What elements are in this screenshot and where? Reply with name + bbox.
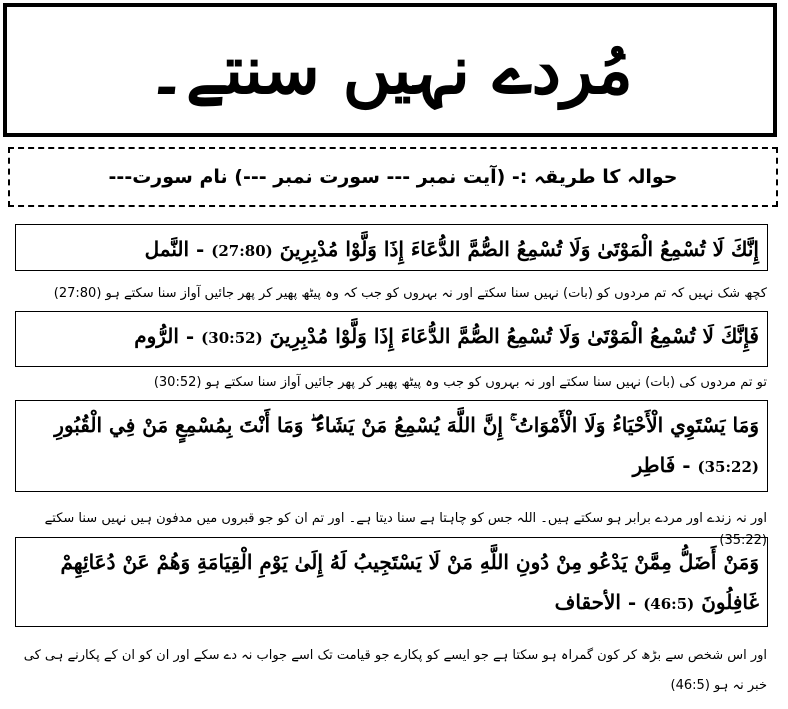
ayah-text: إِنَّكَ لَا تُسْمِعُ الْمَوْتَىٰ وَلَا تُسْمِعُ الصُّمَّ الدُّعَاءَ إِذَا وَلَّوْا مُدْبِرِينَ	[279, 237, 759, 261]
translation	[15, 641, 775, 701]
translation-reference: (46:5)	[670, 678, 710, 693]
surah-name: - الرُّوم	[134, 324, 195, 348]
translation	[15, 283, 775, 305]
ayah-text: فَإِنَّكَ لَا تُسْمِعُ الْمَوْتَىٰ وَلَا تُسْمِعُ الصُّمَّ الدُّعَاءَ إِذَا وَلَّوْا مُدْبِرِينَ	[269, 324, 759, 348]
ayah-reference: (46:5)	[643, 595, 695, 613]
ayah-reference: (27:80)	[211, 242, 273, 260]
translation	[15, 372, 775, 394]
ayah-box	[15, 400, 768, 492]
translation-text: کچھ شک نہیں کہ تم مردوں کو (بات) نہیں سنا سکتے اور نہ بہروں کو جب کہ وہ پیٹھ پھیر کر پھر جائیں آواز سنا سکتے ہو	[105, 286, 767, 301]
ayah-text: وَمَنْ أَضَلُّ مِمَّنْ يَدْعُو مِنْ دُونِ اللَّهِ مَنْ لَا يَسْتَجِيبُ لَهُ إِلَىٰ يَوْمِ الْقِيَامَةِ وَهُمْ عَنْ دُعَائِهِمْ غَافِلُونَ	[60, 550, 759, 614]
translation-text: تو تم مردوں کی (بات) نہیں سنا سکتے اور نہ بہروں کو جب وہ پیٹھ پھیر کر پھر جائیں آواز سنا سکتے ہو	[205, 375, 767, 390]
surah-name: - فَاطِر	[632, 453, 691, 477]
ayah-box	[15, 311, 768, 367]
ayah-reference: (35:22)	[697, 458, 759, 476]
reference-method-text: حوالہ کا طریقہ :- (آیت نمبر --- سورت نمبر ---) نام سورت---	[108, 165, 678, 188]
translation-reference: (30:52)	[153, 375, 202, 390]
page-title: مُردے نہیں سنتے۔	[147, 31, 633, 109]
ayah-text: وَمَا يَسْتَوِي الْأَحْيَاءُ وَلَا الْأَمْوَاتُ ۚ إِنَّ اللَّهَ يُسْمِعُ مَنْ يَشَاءُ ۖ وَمَا أَنْتَ بِمُسْمِعٍ مَنْ فِي الْقُبُورِ	[54, 413, 759, 437]
ayah-reference: (30:52)	[201, 329, 263, 347]
reference-method-box	[8, 147, 778, 207]
translation-text: اور نہ زندے اور مردے برابر ہو سکتے ہیں۔ اللہ جس کو چاہتا ہے سنا دیتا ہے۔ اور تم ان کو جو قبروں میں مدفون ہیں نہیں سنا سکتے	[44, 511, 767, 526]
translation-reference: (27:80)	[53, 286, 102, 301]
translation-reference: (35:22)	[719, 533, 767, 548]
surah-name: - النَّمل	[144, 237, 205, 261]
title-box	[3, 3, 777, 137]
translation-text: اور اس شخص سے بڑھ کر کون گمراہ ہو سکتا ہے جو ایسے کو پکارے جو قیامت تک اسے جواب نہ دے سکے اور ان کو ان کے پکارنے ہی کی خبر نہ ہو	[23, 648, 767, 693]
surah-name: - الأحقاف	[554, 590, 637, 614]
ayah-box	[15, 224, 768, 271]
ayah-box	[15, 537, 768, 627]
